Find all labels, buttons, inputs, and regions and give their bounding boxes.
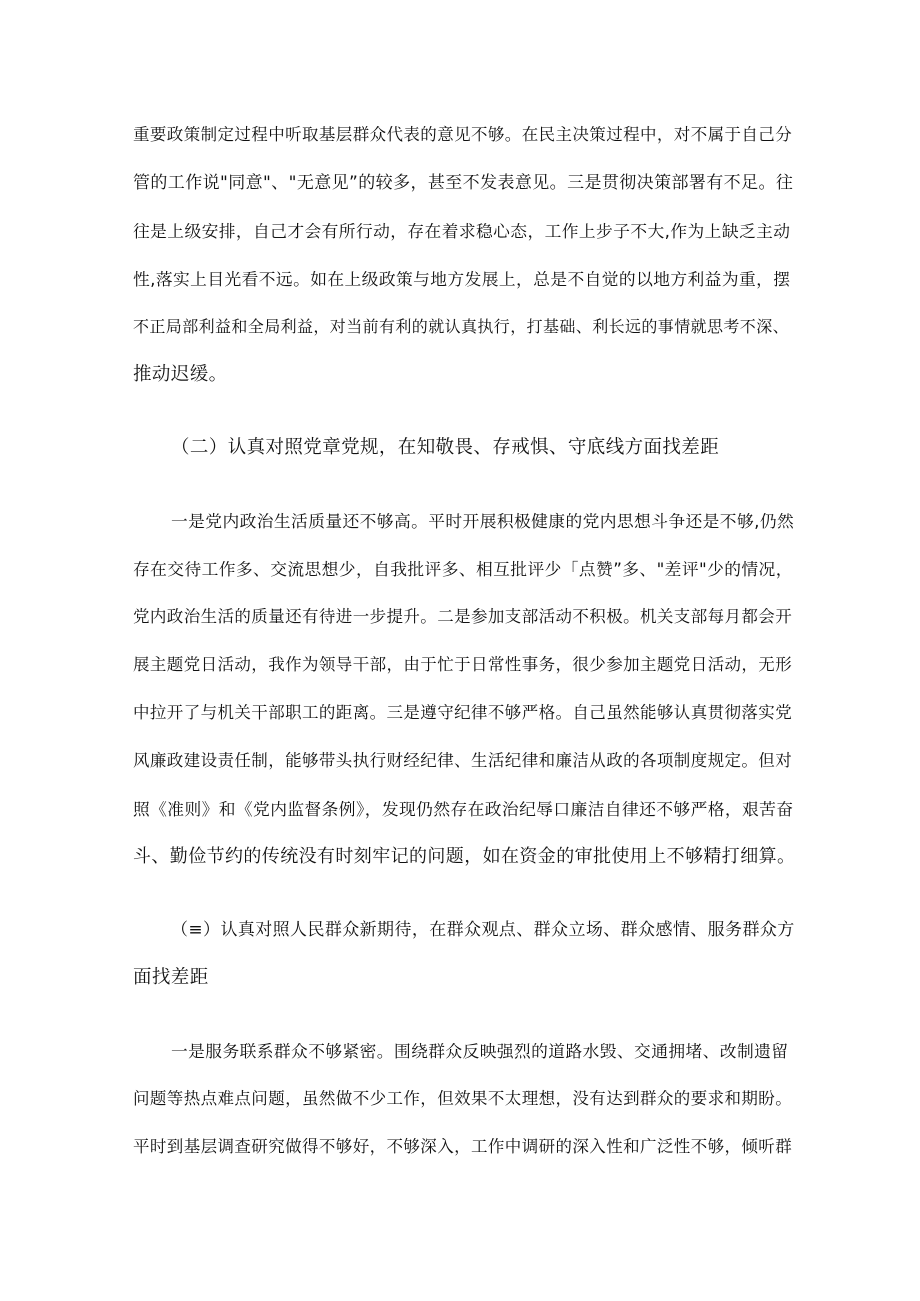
paragraph-1-line-5: 不正局部利益和全局利益，对当前有利的就认真执行，打基础、利长远的事情就思考不深、 (133, 317, 790, 336)
section-heading-3-line-2: 面找差距 (133, 967, 209, 988)
section-heading-3-line-1: （≡）认真对照人民群众新期待，在群众观点、群众立场、群众感情、服务群众方 (171, 920, 795, 940)
paragraph-2-line-5: 中拉开了与机关干部职工的距离。三是遵守纪律不够严格。自己虽然能够认真贯彻落实党 (133, 703, 793, 722)
paragraph-2-line-3: 党内政治生活的质量还有待进一步提升。二是参加支部活动不积极。机关支部每月都会开 (133, 607, 793, 626)
paragraph-1-line-3: 往是上级安排，自己才会有所行动，存在着求稳心态，工作上步子不大,作为上缺乏主动 (133, 221, 791, 241)
paragraph-2-line-8: 斗、勤俭节约的传统没有时刻牢记的问题，如在资金的审批使用上不够精打细算。 (133, 846, 795, 867)
paragraph-3-line-2: 问题等热点难点问题，虽然做不少工作，但效果不太理想，没有达到群众的要求和期盼。 (133, 1089, 793, 1108)
paragraph-3-line-1: 一是服务联系群众不够紧密。围绕群众反映强烈的道路水毁、交通拥堵、改制遗留 (171, 1041, 789, 1061)
paragraph-2-line-1: 一是党内政治生活质量还不够高。平时开展积极健康的党内思想斗争还是不够,仍然 (171, 511, 795, 531)
paragraph-1-line-6: 推动迟缓。 (133, 364, 228, 385)
paragraph-2-line-4: 展主题党日活动，我作为领导干部，由于忙于日常性事务，很少参加主题党日活动，无形 (133, 655, 793, 674)
paragraph-2-line-6: 风廉政建设责任制，能够带头执行财经纪律、生活纪律和廉洁从政的各项制度规定。但对 (133, 751, 793, 770)
paragraph-1-line-4: 性,落实上目光看不远。如在上级政策与地方发展上，总是不自觉的以地方利益为重，摆 (133, 269, 791, 289)
paragraph-1-line-1: 重要政策制定过程中听取基层群众代表的意见不够。在民主决策过程中，对不属于自己分 (133, 125, 793, 144)
section-heading-2: （二）认真对照党章党规，在知敬畏、存戒惧、守底线方面找差距 (171, 437, 720, 458)
paragraph-2-line-2: 存在交待工作多、交流思想少，自我批评多、相互批评少「点赞”多、"差评"少的情况， (133, 559, 793, 579)
paragraph-2-line-7: 照《准则》和《党内监督条例》，发现仍然存在政治纪辱口廉洁自律还不够严格，艰苦奋 (133, 799, 794, 819)
paragraph-3-line-3: 平时到基层调查研究做得不够好，不够深入，工作中调研的深入性和广泛性不够，倾听群 (133, 1137, 793, 1156)
paragraph-1-line-2: 管的工作说"同意"、"无意见”的较多，甚至不发表意见。三是贯彻决策部署有不足。往 (133, 173, 794, 193)
